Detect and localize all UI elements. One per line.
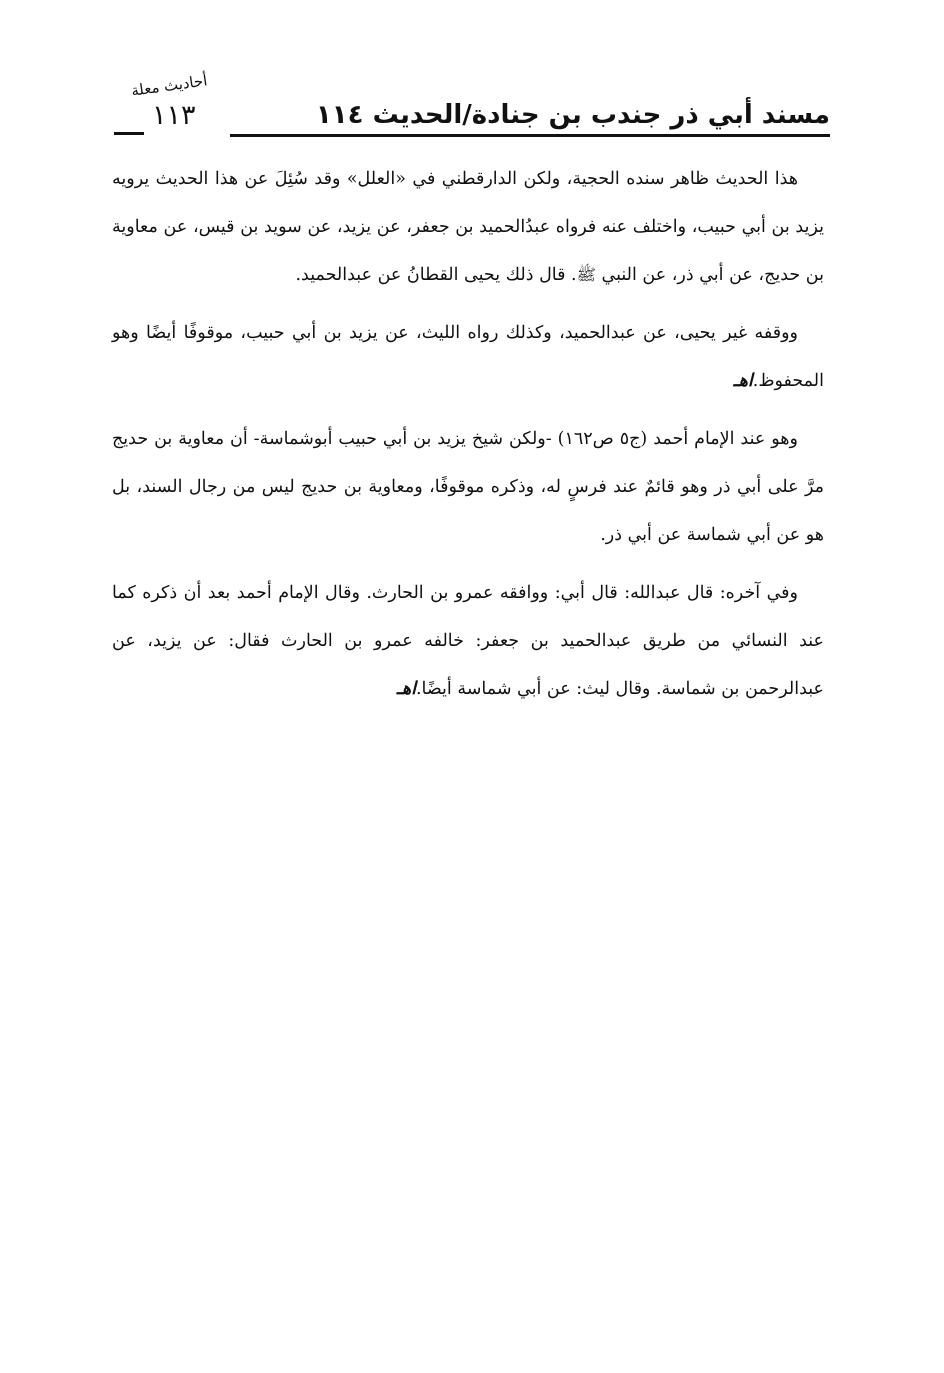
end-quote-mark: اهـ [733,371,753,391]
paragraph-2-text: ووقفه غير يحيى، عن عبدالحميد، وكذلك رواه الليث، عن يزيد بن أبي حبيب، موقوفًا أيضًا وهو المحفوظ. [112,323,824,391]
end-quote-mark: اهـ [396,679,416,699]
pbuh-glyph: ﷺ [576,265,596,284]
header-rule [230,134,830,137]
page-number-block [112,71,237,142]
handwritten-note: أحاديث معلة [130,71,209,100]
main-text [112,155,824,723]
paragraph-1-text-b: . قال ذلك يحيى القطانُ عن عبدالحميد. [295,265,577,285]
page-header [112,71,830,152]
page-number: ١١٣ [152,100,196,131]
running-title: مسند أبي ذر جندب بن جنادة/الحديث ١١٤ [315,100,830,130]
paragraph-1 [112,155,824,299]
paragraph-2 [112,309,824,405]
paragraph-4-text: وفي آخره: قال عبدالله: قال أبي: ووافقه عمرو بن الحارث. وقال الإمام أحمد بعد أن ذكره كما عند النسائي من طريق عبدالحميد بن جعفر: خالفه عمرو بن الحارث فقال: عن يزيد، عن عبدالرحمن بن شماسة. وقال ليث: عن أبي شماسة أيضًا. [112,583,824,699]
page-number-rule [114,132,144,135]
paragraph-3: وهو عند الإمام أحمد (ج٥ ص١٦٢) -ولكن شيخ يزيد بن أبي حبيب أبوشماسة- أن معاوية بن حديج مرَّ على أبي ذر وهو قائمٌ عند فرسٍ له، وذكره موقوفًا، ومعاوية بن حديج ليس من رجال السند، بل هو عن أبي شماسة عن أبي ذر. [112,429,824,545]
paragraph-1-text-a: هذا الحديث ظاهر سنده الحجية، ولكن الدارقطني في «العلل» وقد سُئِلَ عن هذا الحديث يرويه يزيد بن أبي حبيب، واختلف عنه فرواه عبدُالحميد بن جعفر، عن يزيد، عن سويد بن قيس، عن معاوية بن حديج، عن أبي ذر، عن النبي [112,169,824,285]
paragraph-4 [112,569,824,713]
